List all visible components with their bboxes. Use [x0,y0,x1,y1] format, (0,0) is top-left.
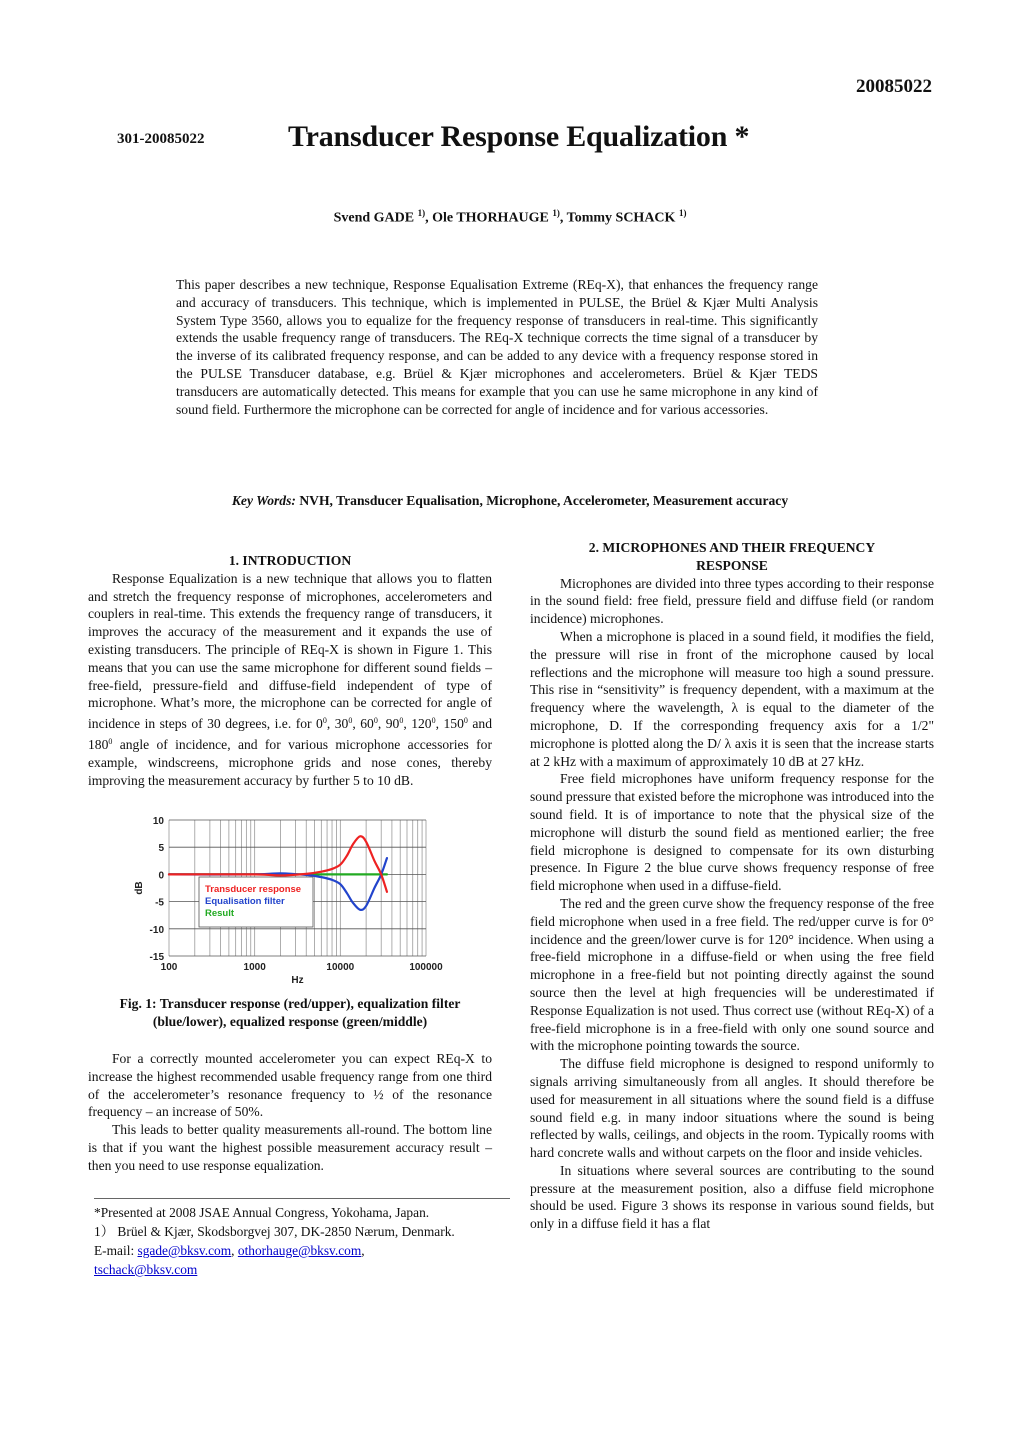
email-link[interactable]: othorhauge@bksv.com [237,1243,362,1258]
svg-text:10: 10 [152,816,164,827]
footnote-divider [94,1198,510,1199]
svg-text:0: 0 [158,870,164,882]
paragraph: Microphones are divided into three types according to their response in the sound field: free field, pressure field and diffuse field (or random incidence) microphones. [530,575,934,627]
svg-text:dB: dB [134,881,145,895]
keywords-text: NVH, Transducer Equalisation, Microphone, Accelerometer, Measurement accuracy [295,493,789,508]
svg-text:Hz: Hz [291,975,304,985]
paragraph: When a microphone is placed in a sound field, it modifies the field, the pressure will rise in front of the microphone caused by local reflections and the microphone will measure too high a sound pressure. This rise in “sensitivity” is frequency dependent, with a maximum at the frequency where the wavelength, λ is equal to the diameter of the microphone, D. If the corresponding frequency axis for a 1/2" microphone is plotted along the D/ λ axis it is seen that the increase starts at 2 kHz with a maximum of approximately 10 dB at 27 kHz. [530,628,934,769]
paragraph: In situations where several sources are contributing to the sound pressure at the measurement position, also a diffuse field microphone should be used. Figure 3 shows its response in various sound fields, but only in a diffuse field it has a flat [530,1162,934,1232]
svg-text:100000: 100000 [409,962,443,973]
paragraph: The red and the green curve show the frequency response of the free field microphone when used in a free field. The red/upper curve is for 0° incidence and the green/lower curve is for 120° incidence. When using a free-field microphone in a diffuse-field or when using the free field microphone in a free-field but not pointing directly against the sound source then the level at high frequencies will be underestimated if Response Equalization is not used. Thus correct use (without REq-X) of a free-field microphone is in a free-field with only one sound source and with the microphone pointing towards the source. [530,895,934,1054]
svg-text:100: 100 [160,962,178,973]
paragraph: This leads to better quality measurements all-round. The bottom line is that if you want the highest possible measurement accuracy result – then you need to use response equalization. [88,1122,492,1173]
svg-text:5: 5 [158,843,164,855]
author-affiliation: 1) [417,208,426,218]
author-affiliation: 1) [678,208,687,218]
footnote-presented: *Presented at 2008 JSAE Annual Congress, Yokohama, Japan. [94,1205,430,1220]
section-introduction [88,552,492,789]
figure-1-chart [130,810,450,985]
footnotes [94,1203,524,1279]
paragraph: For a correctly mounted accelerometer you can expect REq-X to increase the highest recommended usable frequency range from one third of the accelerometer’s resonance frequency to ½ of the resonance frequency – an increase of 50%. [88,1051,492,1120]
svg-text:1000: 1000 [243,962,266,973]
svg-text:-15: -15 [149,952,164,963]
author-name: Ole THORHAUGE [432,210,549,226]
author-name: Svend GADE [333,210,415,226]
paragraph: Free field microphones have uniform frequency response for the sound pressure that existed before the microphone was introduced into the sound field. It is of importance to note that the physical size of the microphone will disturb the sound field as mentioned earlier; the free field microphone is designed to compensate for its own disturbing presence. In Figure 2 the blue curve shows frequency response of free field microphone when used in a diffuse-field. [530,771,934,894]
section-heading: 1. INTRODUCTION [228,553,352,568]
keywords-label: Key Words: [231,493,296,508]
paper-code: 301-20085022 [117,131,205,147]
author-affiliation: 1) [552,208,560,218]
abstract: This paper describes a new technique, Response Equalisation Extreme (REq-X), that enhances the frequency range and accuracy of transducers. This technique, which is implemented in PULSE, the Brüel & Kjær Multi Analysis System Type 3560, allows you to equalize for the frequency response of transducers in real-time. This significantly extends the usable frequency range of transducers. The REq-X technique corrects the time signal of a transducer by the inverse of its calibrated frequency response, and can be added to any device with a frequency response stored in the PULSE Transducer database, e.g. Brüel & Kjær microphones and accelerometers. Brüel & Kjær TEDS transducers are automatically detected. This means for example that you can use he same microphone in any kind of sound field. Furthermore the microphone can be corrected for angle of incidence and for various accessories. [176,277,818,417]
section-heading: 2. MICROPHONES AND THEIR FREQUENCY [588,540,876,555]
svg-text:Result: Result [205,908,235,919]
authors: Svend GADE $^{1)}$, Ole THORHAUGE $^{1)}$, Tommy SCHACK $^{1)}$ [333,208,687,226]
figure-caption: Fig. 1: Transducer response (red/upper), equalization filter (blue/lower), equalized response (green/middle) [119,996,461,1029]
svg-text:-5: -5 [155,897,164,909]
svg-text:-10: -10 [149,924,164,936]
page-title: Transducer Response Equalization * [288,120,750,153]
section-introduction-continued [88,1050,492,1175]
paragraph: The diffuse field microphone is designed to respond uniformly to signals arriving simultaneously from all angles. It should therefore be used for measurement in all situations where the sound field is a diffuse sound field e.g. in many indoor situations where the sound is being reflected by walls, ceilings, and objects in the room. Typically rooms with hard concrete walls and without carpets on the floor and inside vehicles. [530,1056,934,1161]
svg-text:10000: 10000 [326,962,355,973]
section-heading-continued: RESPONSE [696,557,768,573]
chart-legend [199,877,313,927]
footnote-affiliation: 1） Brüel & Kjær, Skodsborgvej 307, DK-2850 Nærum, Denmark. [94,1224,455,1239]
footnote-emails: E-mail: sgade@bksv.com, othorhauge@bksv.com, tschack@bksv.com [94,1243,365,1277]
svg-text:Equalisation filter: Equalisation filter [205,896,285,907]
svg-text:Transducer response: Transducer response [205,884,302,895]
section-microphones [530,539,934,1233]
keywords [0,493,1020,509]
paper-number: 20085022 [856,76,932,97]
email-link[interactable]: tschack@bksv.com [94,1262,198,1277]
email-link[interactable]: sgade@bksv.com [137,1243,232,1258]
author-name: Tommy SCHACK [566,210,676,226]
paragraph: Response Equalization is a new technique that allows you to flatten and stretch the frequency response of microphones, accelerometers and couplers in real-time. This extends the frequency range of transducers, it improves the accuracy of the measurement and it expands the use of existing transducers. The principle of REq-X is shown in Figure 1. This means that you can use the same microphone for different sound fields – free-field, pressure-field and diffuse-field independent of type of microphone. What’s more, the microphone can be corrected for angle of incidence in steps of 30 degrees, i.e. for $0^0$, $30^0$, $60^0$, $90^0$, $120^0$, $150^0$ and $180^0$ angle of incidence, and for various microphone accessories for example, windscreens, microphone grids and nose cones, thereby improving the measurement accuracy by further 5 to 10 dB. [88,570,492,788]
